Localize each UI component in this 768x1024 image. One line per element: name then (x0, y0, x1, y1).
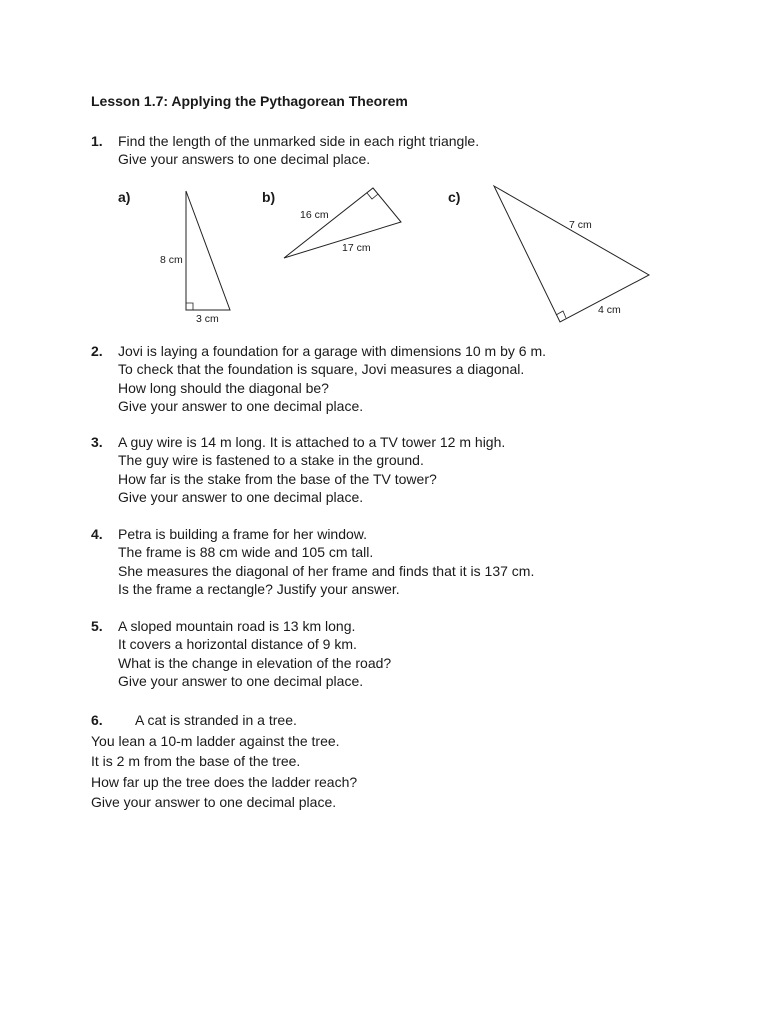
part-label-a: a) (118, 189, 131, 205)
question-text: How far is the stake from the base of the TV tower? (118, 470, 437, 487)
part-label-b: b) (262, 189, 276, 205)
question-text: A cat is stranded in a tree. (135, 712, 297, 728)
triangle-b-hypotenuse-label: 17 cm (342, 242, 371, 254)
question-text: Petra is building a frame for her window. (118, 526, 368, 542)
question-text: What is the change in elevation of the road? (118, 654, 392, 671)
question-text: It is 2 m from the base of the tree. (91, 753, 301, 769)
question-text: Jovi is laying a foundation for a garage with dimensions 10 m by 6 m. (118, 343, 547, 359)
question-number: 6. (91, 712, 103, 728)
triangle-a-shape (186, 191, 230, 310)
question-6 (91, 710, 691, 813)
triangle-a-height-label: 8 cm (160, 254, 183, 266)
question-text: It covers a horizontal distance of 9 km. (118, 636, 357, 653)
question-text: How long should the diagonal be? (118, 379, 329, 396)
triangle-c-hypotenuse-label: 7 cm (569, 219, 592, 231)
question-text: The frame is 88 cm wide and 105 cm tall. (118, 544, 374, 561)
question-number: 2. (91, 343, 103, 359)
triangle-c-diagram (485, 180, 660, 330)
triangle-c-shape (494, 186, 649, 322)
triangle-a-base-label: 3 cm (196, 313, 219, 325)
question-text: The guy wire is fastened to a stake in the ground. (118, 452, 424, 469)
question-text: Give your answer to one decimal place. (118, 673, 364, 690)
question-text: You lean a 10-m ladder against the tree. (91, 732, 340, 749)
question-text: Give your answer to one decimal place. (118, 489, 364, 506)
question-text: She measures the diagonal of her frame and finds that it is 137 cm. (118, 562, 535, 579)
question-text: To check that the foundation is square, Jovi measures a diagonal. (118, 361, 525, 378)
question-number: 3. (91, 434, 103, 450)
question-text: Give your answer to one decimal place. (118, 398, 364, 415)
triangle-b-diagram (275, 180, 415, 265)
right-angle-marker (186, 303, 193, 310)
question-number: 1. (91, 133, 103, 149)
question-text: How far up the tree does the ladder reach? (91, 773, 358, 790)
question-text: Find the length of the unmarked side in each right triangle. (118, 133, 480, 149)
question-text: A guy wire is 14 m long. It is attached to a TV tower 12 m high. (118, 434, 506, 450)
triangle-c-leg-label: 4 cm (598, 304, 621, 316)
triangle-b-leg-label: 16 cm (300, 209, 329, 221)
question-number: 5. (91, 618, 103, 634)
right-angle-marker (367, 193, 378, 199)
triangle-a-diagram (150, 185, 250, 330)
question-number: 4. (91, 526, 103, 542)
question-text: Is the frame a rectangle? Justify your answer. (118, 581, 400, 598)
question-text: Give your answers to one decimal place. (118, 151, 371, 168)
lesson-title: Lesson 1.7: Applying the Pythagorean Theorem (91, 93, 408, 109)
question-text: A sloped mountain road is 13 km long. (118, 618, 356, 634)
question-text: Give your answer to one decimal place. (91, 794, 337, 810)
part-label-c: c) (448, 189, 461, 205)
